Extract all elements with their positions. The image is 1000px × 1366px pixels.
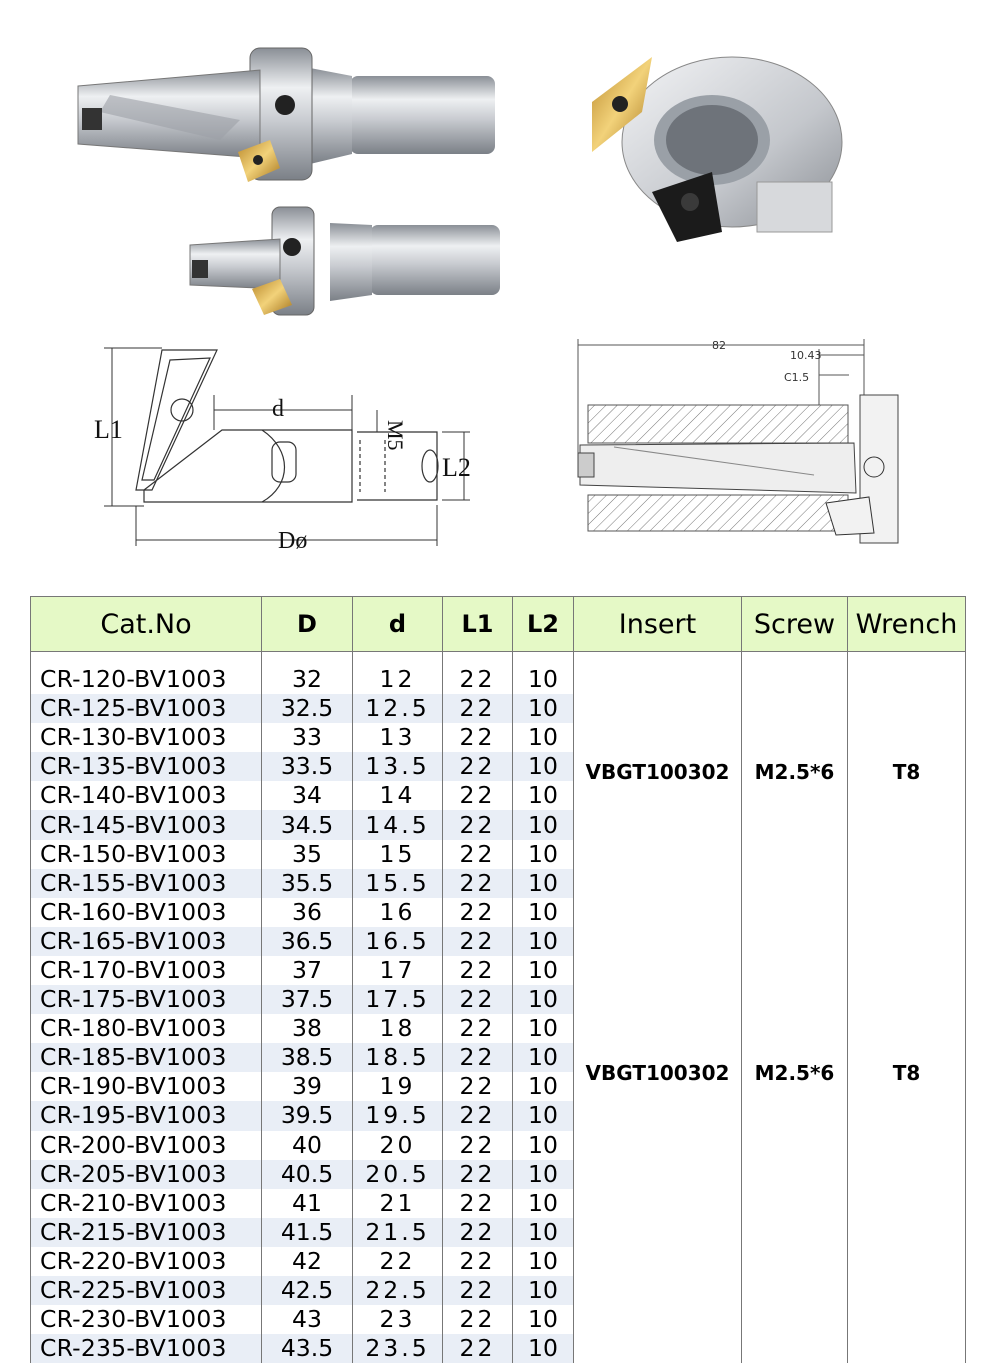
cell-L2: 10 xyxy=(513,810,574,839)
cell-L1: 22 xyxy=(443,956,513,985)
dim-10-43-label: 10.43 xyxy=(790,349,822,362)
cell-D: 34 xyxy=(262,781,353,810)
cell-cat-no: CR-165-BV1003 xyxy=(31,927,262,956)
cell-cat-no: CR-135-BV1003 xyxy=(31,752,262,781)
cell-d: 12 xyxy=(353,665,443,694)
cell-D: 33.5 xyxy=(262,752,353,781)
cell-L2: 10 xyxy=(513,723,574,752)
cell-wrench-value: T8 xyxy=(892,1061,921,1085)
cell-D: 40.5 xyxy=(262,1160,353,1189)
cell-D: 43.5 xyxy=(262,1334,353,1363)
cell-d: 21.5 xyxy=(353,1218,443,1247)
cell-cat-no: CR-235-BV1003 xyxy=(31,1334,262,1363)
cell-d: 22 xyxy=(353,1247,443,1276)
cell-wrench-value: T8 xyxy=(892,760,921,784)
cell-d: 15.5 xyxy=(353,869,443,898)
cell-L1: 22 xyxy=(443,1276,513,1305)
cell-D: 40 xyxy=(262,1131,353,1160)
header-d: d xyxy=(353,597,443,652)
cell-d: 15 xyxy=(353,840,443,869)
cell-L2: 10 xyxy=(513,985,574,1014)
dim-D-label: Dø xyxy=(278,528,308,554)
header-insert: Insert xyxy=(574,597,742,652)
cell-L2: 10 xyxy=(513,1072,574,1101)
cell-L1: 22 xyxy=(443,1014,513,1043)
cell-d: 23.5 xyxy=(353,1334,443,1363)
cell-d: 13 xyxy=(353,723,443,752)
table-header-row xyxy=(31,597,966,652)
cell-cat-no: CR-125-BV1003 xyxy=(31,694,262,723)
header-screw: Screw xyxy=(742,597,848,652)
cell-cat-no: CR-220-BV1003 xyxy=(31,1247,262,1276)
cell-D: 39 xyxy=(262,1072,353,1101)
cell-d: 18 xyxy=(353,1014,443,1043)
cell-L1: 22 xyxy=(443,665,513,694)
cell-L2: 10 xyxy=(513,840,574,869)
cell-cat-no: CR-150-BV1003 xyxy=(31,840,262,869)
cell-D: 41.5 xyxy=(262,1218,353,1247)
cell-L2: 10 xyxy=(513,1160,574,1189)
table-body xyxy=(31,652,966,1364)
cell-insert-value: VBGT100302 xyxy=(585,1061,730,1085)
cell-L2: 10 xyxy=(513,1276,574,1305)
cell-d: 19 xyxy=(353,1072,443,1101)
cell-d: 22.5 xyxy=(353,1276,443,1305)
cell-L2: 10 xyxy=(513,898,574,927)
cell-d: 17.5 xyxy=(353,985,443,1014)
spacer-cell xyxy=(443,652,513,666)
cell-L2: 10 xyxy=(513,1218,574,1247)
drill-photo-small xyxy=(180,205,510,320)
cell-cat-no: CR-160-BV1003 xyxy=(31,898,262,927)
dim-L1-label: L1 xyxy=(94,415,123,444)
cell-L2: 10 xyxy=(513,1334,574,1363)
cell-D: 33 xyxy=(262,723,353,752)
cell-d: 16.5 xyxy=(353,927,443,956)
cell-L1: 22 xyxy=(443,985,513,1014)
table-spacer-row xyxy=(31,652,966,666)
cell-D: 38 xyxy=(262,1014,353,1043)
cell-cat-no: CR-140-BV1003 xyxy=(31,781,262,810)
cell-d: 14.5 xyxy=(353,810,443,839)
cell-cat-no: CR-195-BV1003 xyxy=(31,1101,262,1130)
cell-D: 35.5 xyxy=(262,869,353,898)
cell-cat-no: CR-155-BV1003 xyxy=(31,869,262,898)
cell-cat-no: CR-145-BV1003 xyxy=(31,810,262,839)
product-figures xyxy=(0,0,1000,580)
cell-L2: 10 xyxy=(513,869,574,898)
cell-L1: 22 xyxy=(443,1247,513,1276)
cell-screw xyxy=(742,665,848,1363)
cell-d: 19.5 xyxy=(353,1101,443,1130)
cell-D: 42.5 xyxy=(262,1276,353,1305)
cell-cat-no: CR-205-BV1003 xyxy=(31,1160,262,1189)
section-technical-drawing xyxy=(574,335,914,550)
cell-L1: 22 xyxy=(443,694,513,723)
dim-82-label: 82 xyxy=(712,339,726,352)
cell-cat-no: CR-170-BV1003 xyxy=(31,956,262,985)
cell-L1: 22 xyxy=(443,927,513,956)
cell-L2: 10 xyxy=(513,1247,574,1276)
dim-M5-label: M5 xyxy=(383,420,408,451)
cell-L2: 10 xyxy=(513,1189,574,1218)
spacer-cell xyxy=(513,652,574,666)
cell-screw-value: M2.5*6 xyxy=(754,1061,835,1085)
cell-cat-no: CR-230-BV1003 xyxy=(31,1305,262,1334)
spacer-cell xyxy=(742,652,848,666)
cell-D: 37 xyxy=(262,956,353,985)
header-D: D xyxy=(262,597,353,652)
header-L2: L2 xyxy=(513,597,574,652)
cell-d: 16 xyxy=(353,898,443,927)
spacer-cell xyxy=(262,652,353,666)
cell-d: 17 xyxy=(353,956,443,985)
dim-d-label: d xyxy=(272,396,284,422)
cell-D: 38.5 xyxy=(262,1043,353,1072)
cell-cat-no: CR-225-BV1003 xyxy=(31,1276,262,1305)
cell-L2: 10 xyxy=(513,781,574,810)
cell-L1: 22 xyxy=(443,1189,513,1218)
cell-L1: 22 xyxy=(443,1101,513,1130)
drill-technical-drawing xyxy=(92,340,487,555)
cell-d: 13.5 xyxy=(353,752,443,781)
cell-d: 12.5 xyxy=(353,694,443,723)
cell-D: 35 xyxy=(262,840,353,869)
cell-D: 36.5 xyxy=(262,927,353,956)
cell-L1: 22 xyxy=(443,1334,513,1363)
cell-cat-no: CR-210-BV1003 xyxy=(31,1189,262,1218)
cell-L2: 10 xyxy=(513,1101,574,1130)
cell-D: 32.5 xyxy=(262,694,353,723)
cell-L2: 10 xyxy=(513,1014,574,1043)
cell-L1: 22 xyxy=(443,1072,513,1101)
cell-D: 41 xyxy=(262,1189,353,1218)
cell-L1: 22 xyxy=(443,1043,513,1072)
cell-insert-value: VBGT100302 xyxy=(585,760,730,784)
header-L1: L1 xyxy=(443,597,513,652)
cell-L2: 10 xyxy=(513,956,574,985)
cell-d: 21 xyxy=(353,1189,443,1218)
cell-d: 20 xyxy=(353,1131,443,1160)
cell-cat-no: CR-130-BV1003 xyxy=(31,723,262,752)
cell-L1: 22 xyxy=(443,898,513,927)
cell-L1: 22 xyxy=(443,723,513,752)
cell-D: 32 xyxy=(262,665,353,694)
spec-table xyxy=(30,596,966,1363)
cell-cat-no: CR-175-BV1003 xyxy=(31,985,262,1014)
drill-photo-large xyxy=(70,40,510,190)
cell-L1: 22 xyxy=(443,810,513,839)
cell-L1: 22 xyxy=(443,781,513,810)
cell-D: 34.5 xyxy=(262,810,353,839)
cell-D: 43 xyxy=(262,1305,353,1334)
spacer-cell xyxy=(31,652,262,666)
cell-L2: 10 xyxy=(513,694,574,723)
spacer-cell xyxy=(574,652,742,666)
cell-L2: 10 xyxy=(513,1305,574,1334)
cell-D: 37.5 xyxy=(262,985,353,1014)
cell-wrench xyxy=(848,665,966,1363)
cell-L2: 10 xyxy=(513,1131,574,1160)
cell-d: 14 xyxy=(353,781,443,810)
cell-d: 18.5 xyxy=(353,1043,443,1072)
cell-L2: 10 xyxy=(513,665,574,694)
cell-L2: 10 xyxy=(513,1043,574,1072)
cell-D: 39.5 xyxy=(262,1101,353,1130)
header-cat-no: Cat.No xyxy=(31,597,262,652)
cell-L2: 10 xyxy=(513,927,574,956)
cell-L1: 22 xyxy=(443,1131,513,1160)
cell-L1: 22 xyxy=(443,752,513,781)
cell-screw-value: M2.5*6 xyxy=(754,760,835,784)
cell-cat-no: CR-185-BV1003 xyxy=(31,1043,262,1072)
cell-L2: 10 xyxy=(513,752,574,781)
spacer-cell xyxy=(353,652,443,666)
cell-L1: 22 xyxy=(443,840,513,869)
cell-cat-no: CR-180-BV1003 xyxy=(31,1014,262,1043)
cell-L1: 22 xyxy=(443,1160,513,1189)
cell-d: 20.5 xyxy=(353,1160,443,1189)
cell-insert xyxy=(574,665,742,1363)
ring-holder-photo xyxy=(582,42,850,247)
table-row xyxy=(31,665,966,694)
cell-L1: 22 xyxy=(443,869,513,898)
cell-D: 42 xyxy=(262,1247,353,1276)
cell-L1: 22 xyxy=(443,1305,513,1334)
cell-cat-no: CR-215-BV1003 xyxy=(31,1218,262,1247)
cell-L1: 22 xyxy=(443,1218,513,1247)
header-wrench: Wrench xyxy=(848,597,966,652)
cell-cat-no: CR-200-BV1003 xyxy=(31,1131,262,1160)
cell-D: 36 xyxy=(262,898,353,927)
dim-L2-label: L2 xyxy=(442,453,471,482)
dim-C1-5-label: C1.5 xyxy=(784,371,810,384)
cell-cat-no: CR-120-BV1003 xyxy=(31,665,262,694)
cell-d: 23 xyxy=(353,1305,443,1334)
cell-cat-no: CR-190-BV1003 xyxy=(31,1072,262,1101)
spacer-cell xyxy=(848,652,966,666)
